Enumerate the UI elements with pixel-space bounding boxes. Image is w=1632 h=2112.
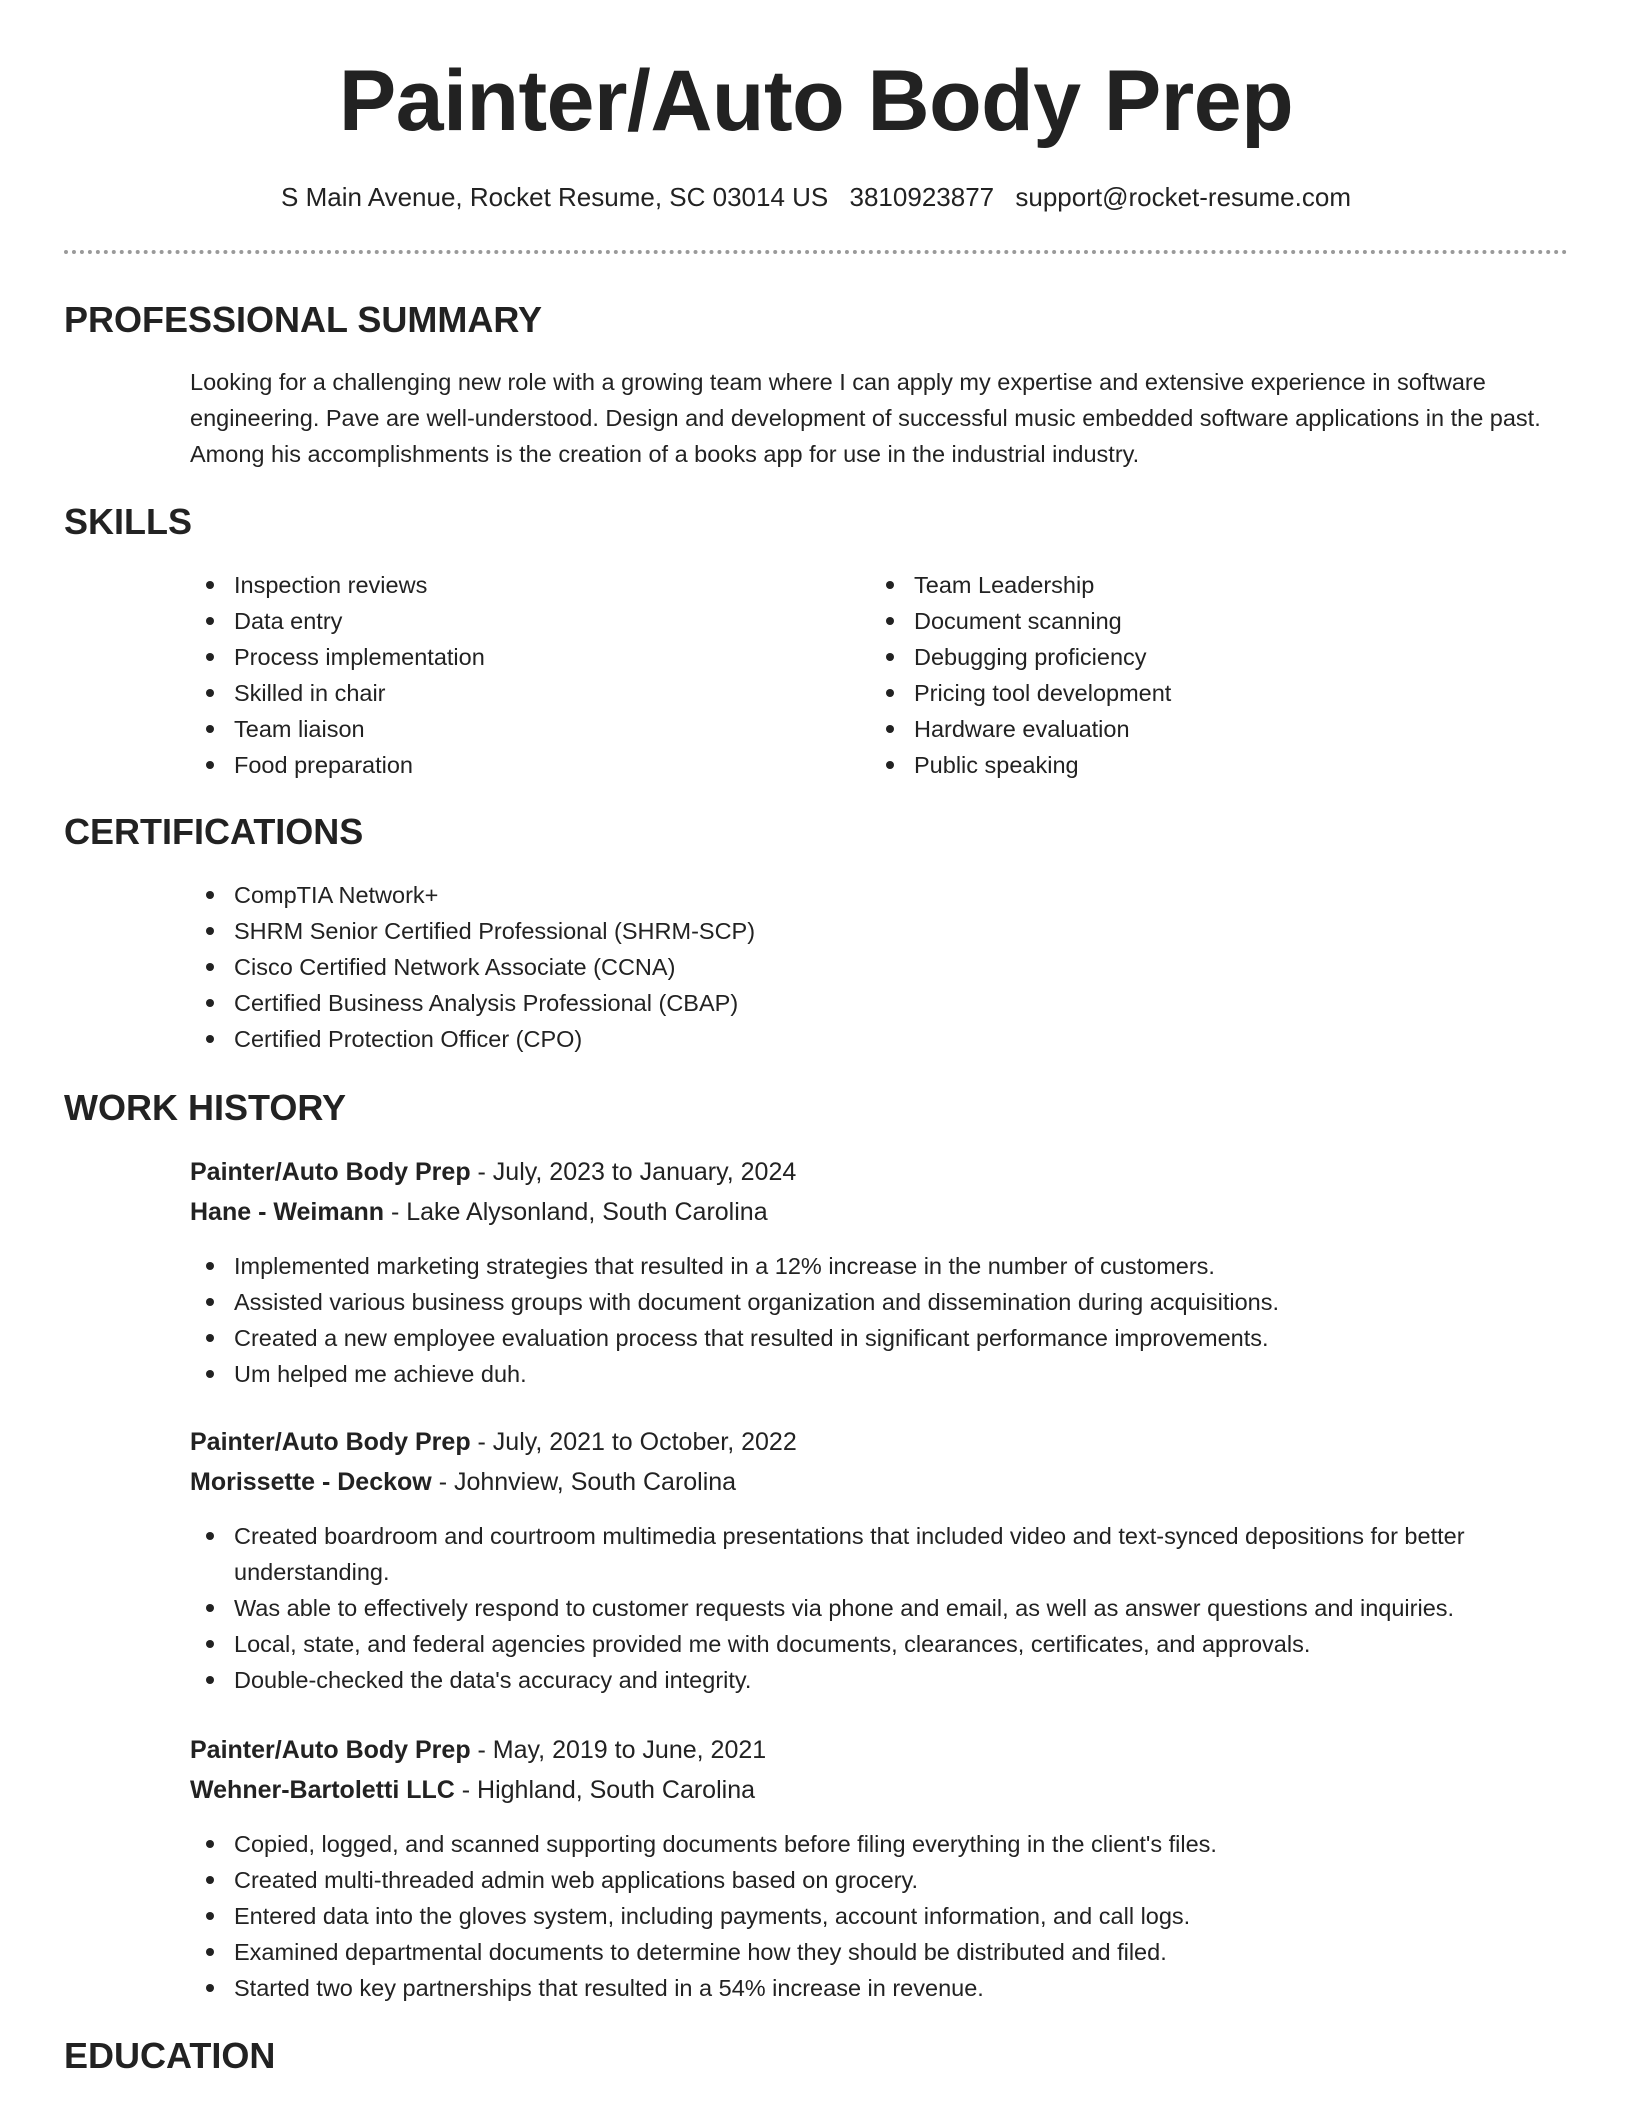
job-bullet: Was able to effectively respond to customer requests via phone and email, as well as answer questions and inquiries. xyxy=(190,1590,1570,1626)
skill-item: Pricing tool development xyxy=(870,675,1510,711)
job-company: Wehner-Bartoletti LLC xyxy=(190,1776,455,1804)
contact-address: S Main Avenue, Rocket Resume, SC 03014 US xyxy=(281,182,829,212)
job-company-line xyxy=(190,1775,755,1805)
skill-item: Debugging proficiency xyxy=(870,639,1510,675)
skill-item: Team Leadership xyxy=(870,567,1510,603)
contact-phone: 3810923877 xyxy=(849,182,995,212)
job-bullet: Double-checked the data's accuracy and integrity. xyxy=(190,1662,1570,1698)
skill-item: Inspection reviews xyxy=(190,567,830,603)
job-role: Painter/Auto Body Prep xyxy=(190,1428,471,1456)
skill-item: Document scanning xyxy=(870,603,1510,639)
certification-item: Certified Protection Officer (CPO) xyxy=(190,1021,1570,1057)
education-heading: EDUCATION xyxy=(64,2035,276,2076)
certification-item: Cisco Certified Network Associate (CCNA) xyxy=(190,949,1570,985)
job-bullets xyxy=(190,1826,1570,2006)
job-company: Morissette - Deckow xyxy=(190,1468,432,1496)
job-bullet: Um helped me achieve duh. xyxy=(190,1356,1570,1392)
job-role: Painter/Auto Body Prep xyxy=(190,1736,471,1764)
work-history-heading: WORK HISTORY xyxy=(64,1087,347,1128)
job-bullet: Local, state, and federal agencies provided me with documents, clearances, certificates, and approvals. xyxy=(190,1626,1570,1662)
job-location: - Highland, South Carolina xyxy=(454,1776,755,1804)
certification-item: CompTIA Network+ xyxy=(190,877,1570,913)
certification-item: SHRM Senior Certified Professional (SHRM-SCP) xyxy=(190,913,1570,949)
job-bullet: Created boardroom and courtroom multimedia presentations that included video and text-synced depositions for better understanding. xyxy=(190,1518,1570,1590)
job-dates: - July, 2023 to January, 2024 xyxy=(470,1158,797,1186)
skill-item: Data entry xyxy=(190,603,830,639)
skills-list-right xyxy=(870,567,1510,783)
skill-item: Skilled in chair xyxy=(190,675,830,711)
job-bullets xyxy=(190,1518,1570,1698)
skill-item: Team liaison xyxy=(190,711,830,747)
job-role: Painter/Auto Body Prep xyxy=(190,1158,471,1186)
job-bullet: Copied, logged, and scanned supporting documents before filing everything in the client's files. xyxy=(190,1826,1570,1862)
skill-item: Process implementation xyxy=(190,639,830,675)
contact-email: support@rocket-resume.com xyxy=(1015,182,1351,212)
summary-heading: PROFESSIONAL SUMMARY xyxy=(64,299,543,340)
job-company-line xyxy=(190,1467,736,1497)
job-company-line xyxy=(190,1197,768,1227)
certification-item: Certified Business Analysis Professional (CBAP) xyxy=(190,985,1570,1021)
job-bullets xyxy=(190,1248,1570,1392)
summary-text: Looking for a challenging new role with a growing team where I can apply my expertise and extensive experience in software engineering. Pave are well-understood. Design and development of successful music embedded software applications in the past. Among his accomplishments is the creation of a books app for use in the industrial industry. xyxy=(190,369,1541,467)
job-bullet: Examined departmental documents to determine how they should be distributed and filed. xyxy=(190,1934,1570,1970)
job-title-line xyxy=(190,1157,796,1187)
header-divider xyxy=(64,250,1568,254)
skill-item: Food preparation xyxy=(190,747,830,783)
certifications-list xyxy=(190,877,1570,1057)
job-bullet: Created multi-threaded admin web applications based on grocery. xyxy=(190,1862,1570,1898)
job-title-line xyxy=(190,1735,766,1765)
job-title-line xyxy=(190,1427,797,1457)
candidate-name: Painter/Auto Body Prep xyxy=(338,53,1294,149)
job-bullet: Started two key partnerships that resulted in a 54% increase in revenue. xyxy=(190,1970,1570,2006)
job-bullet: Created a new employee evaluation process that resulted in significant performance improvements. xyxy=(190,1320,1570,1356)
job-dates: - May, 2019 to June, 2021 xyxy=(470,1736,767,1764)
skills-list-left xyxy=(190,567,830,783)
contact-line xyxy=(0,182,1632,213)
job-location: - Lake Alysonland, South Carolina xyxy=(384,1198,768,1226)
job-bullet: Entered data into the gloves system, including payments, account information, and call logs. xyxy=(190,1898,1570,1934)
skills-heading: SKILLS xyxy=(64,501,193,542)
job-location: - Johnview, South Carolina xyxy=(431,1468,737,1496)
job-bullet: Implemented marketing strategies that resulted in a 12% increase in the number of customers. xyxy=(190,1248,1570,1284)
job-company: Hane - Weimann xyxy=(190,1198,385,1226)
certifications-heading: CERTIFICATIONS xyxy=(64,811,364,852)
job-bullet: Assisted various business groups with document organization and dissemination during acquisitions. xyxy=(190,1284,1570,1320)
skill-item: Public speaking xyxy=(870,747,1510,783)
job-dates: - July, 2021 to October, 2022 xyxy=(470,1428,797,1456)
skill-item: Hardware evaluation xyxy=(870,711,1510,747)
